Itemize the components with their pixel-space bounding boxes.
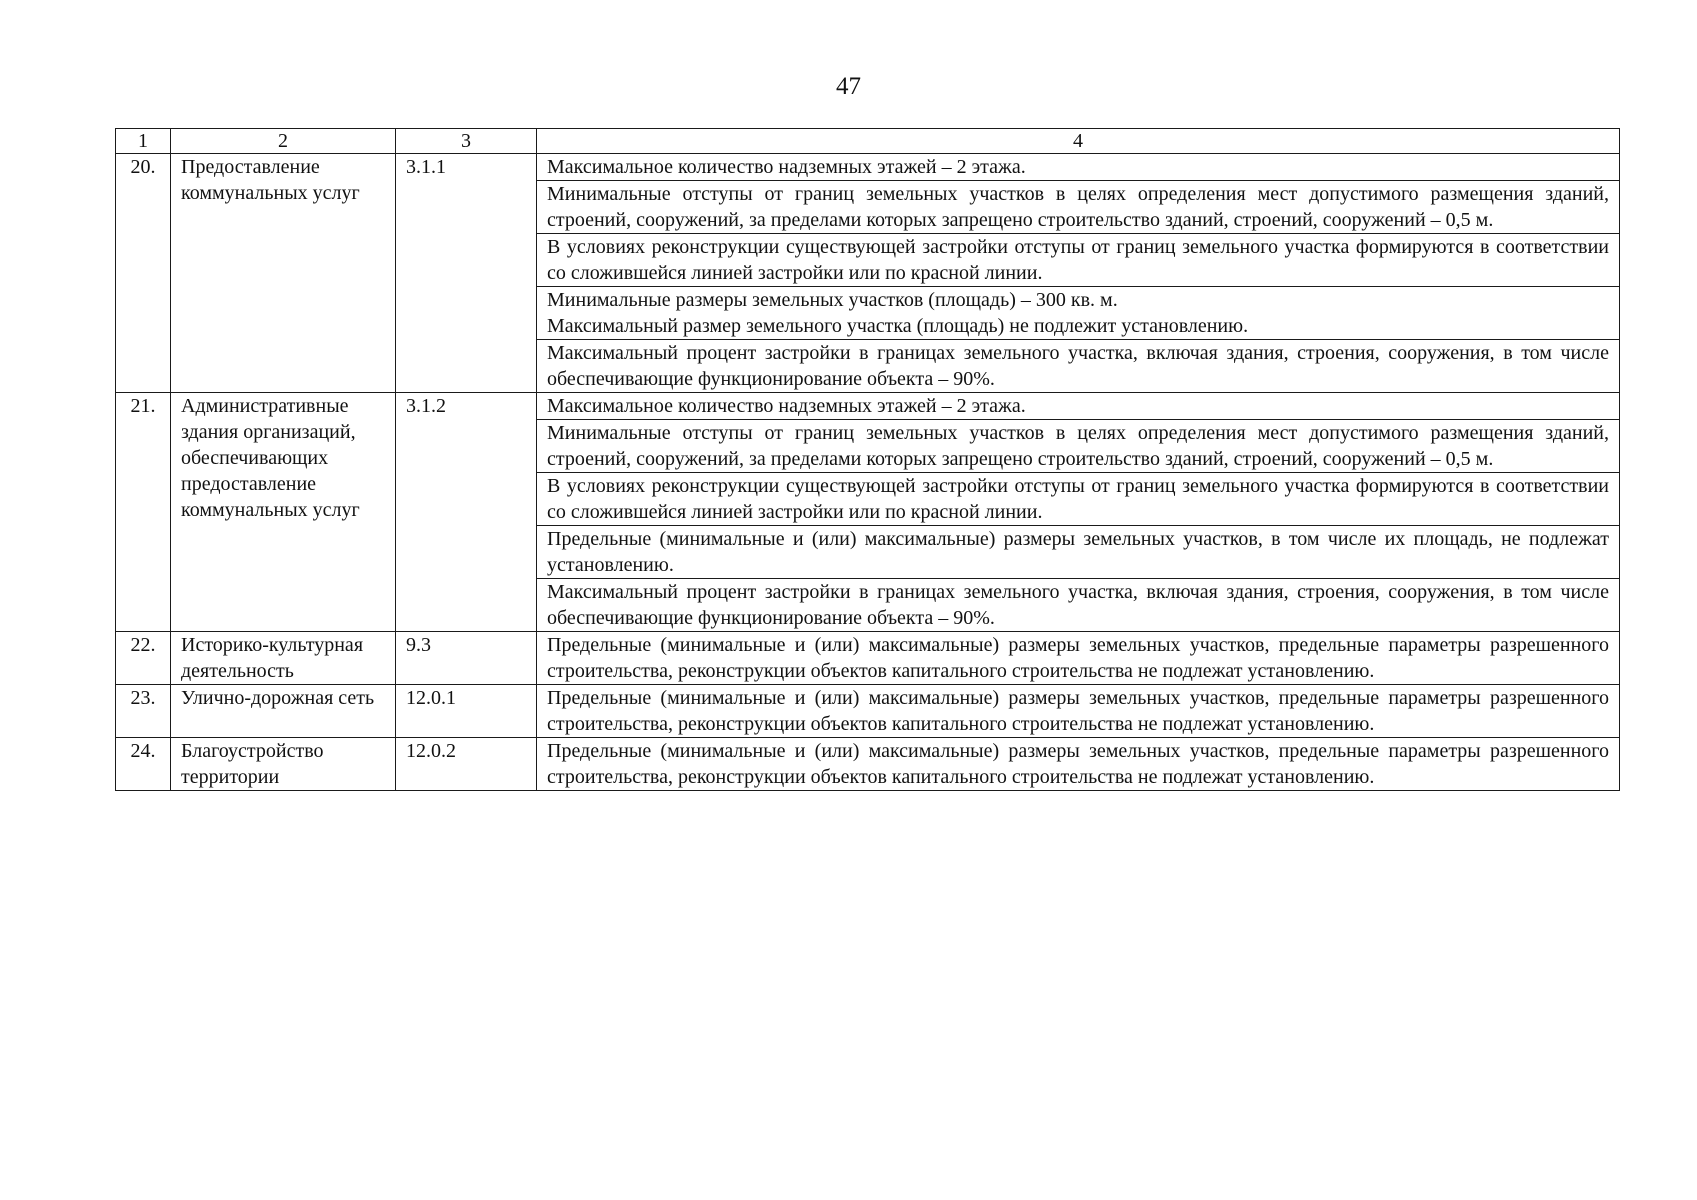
land-use-name: Предоставление коммунальных услуг (171, 154, 396, 393)
land-use-code: 3.1.1 (396, 154, 537, 393)
row-number: 23. (116, 685, 171, 738)
land-use-code: 9.3 (396, 632, 537, 685)
parameter-text: Максимальное количество надземных этажей – 2 этажа. (547, 156, 1026, 178)
parameter-text: Максимальное количество надземных этажей – 2 этажа. (547, 395, 1026, 417)
table-body (116, 154, 1620, 791)
parameter-cell (537, 181, 1620, 234)
parameter-text: Минимальные отступы от границ земельных участков в целях определения мест допустимого размещения зданий, строений, сооружений, за пределами которых запрещено строительство зданий, строений, сооружений – 0,5 м. (547, 422, 1609, 470)
row-number: 21. (116, 393, 171, 632)
parameter-cell (537, 420, 1620, 473)
parameter-text: Предельные (минимальные и (или) максимальные) размеры земельных участков, предельные параметры разрешенного строительства, реконструкции объектов капитального строительства не подлежат установлению. (547, 634, 1609, 682)
parameter-cell (537, 154, 1620, 181)
header-cell: 3 (396, 129, 537, 154)
parameter-text: В условиях реконструкции существующей застройки отступы от границ земельного участка формируются в соответствии со сложившейся линией застройки или по красной линии. (547, 475, 1609, 523)
parameter-text: Предельные (минимальные и (или) максимальные) размеры земельных участков, в том числе их площадь, не подлежат установлению. (547, 528, 1609, 576)
parameter-cell (537, 234, 1620, 287)
land-use-name: Историко-культурная деятельность (171, 632, 396, 685)
table-row (116, 154, 1620, 181)
parameter-text: В условиях реконструкции существующей застройки отступы от границ земельного участка формируются в соответствии со сложившейся линией застройки или по красной линии. (547, 236, 1609, 284)
page-number: 47 (836, 73, 861, 100)
land-use-name: Административные здания организаций, обеспечивающих предоставление коммунальных услуг (171, 393, 396, 632)
land-use-code: 12.0.1 (396, 685, 537, 738)
parameter-text: Максимальный размер земельного участка (площадь) не подлежит установлению. (547, 315, 1249, 337)
table-row (116, 738, 1620, 791)
parameter-cell (537, 393, 1620, 420)
parameter-cell (537, 632, 1620, 685)
parameter-cell (537, 287, 1620, 340)
header-cell: 4 (537, 129, 1620, 154)
row-number: 20. (116, 154, 171, 393)
land-use-code: 3.1.2 (396, 393, 537, 632)
header-cell: 1 (116, 129, 171, 154)
parameter-text: Максимальный процент застройки в границах земельного участка, включая здания, строения, сооружения, в том числе обеспечивающие функционирование объекта – 90%. (547, 581, 1609, 629)
land-use-code: 12.0.2 (396, 738, 537, 791)
header-cell: 2 (171, 129, 396, 154)
parameter-cell (537, 526, 1620, 579)
row-number: 22. (116, 632, 171, 685)
parameter-cell (537, 579, 1620, 632)
regulations-table (115, 128, 1620, 791)
parameter-text: Максимальный процент застройки в границах земельного участка, включая здания, строения, сооружения, в том числе обеспечивающие функционирование объекта – 90%. (547, 342, 1609, 390)
table-row (116, 393, 1620, 420)
parameter-text: Минимальные размеры земельных участков (площадь) – 300 кв. м. (547, 289, 1118, 311)
parameter-text: Предельные (минимальные и (или) максимальные) размеры земельных участков, предельные параметры разрешенного строительства, реконструкции объектов капитального строительства не подлежат установлению. (547, 740, 1609, 788)
land-use-name: Благоустройство территории (171, 738, 396, 791)
parameter-text: Предельные (минимальные и (или) максимальные) размеры земельных участков, предельные параметры разрешенного строительства, реконструкции объектов капитального строительства не подлежат установлению. (547, 687, 1609, 735)
table-row (116, 685, 1620, 738)
row-number: 24. (116, 738, 171, 791)
parameter-cell (537, 473, 1620, 526)
parameter-cell (537, 685, 1620, 738)
land-use-name: Улично-дорожная сеть (171, 685, 396, 738)
parameter-cell (537, 340, 1620, 393)
parameter-text: Минимальные отступы от границ земельных участков в целях определения мест допустимого размещения зданий, строений, сооружений, за пределами которых запрещено строительство зданий, строений, сооружений – 0,5 м. (547, 183, 1609, 231)
table-row (116, 632, 1620, 685)
table-header-row (116, 129, 1620, 154)
parameter-cell (537, 738, 1620, 791)
